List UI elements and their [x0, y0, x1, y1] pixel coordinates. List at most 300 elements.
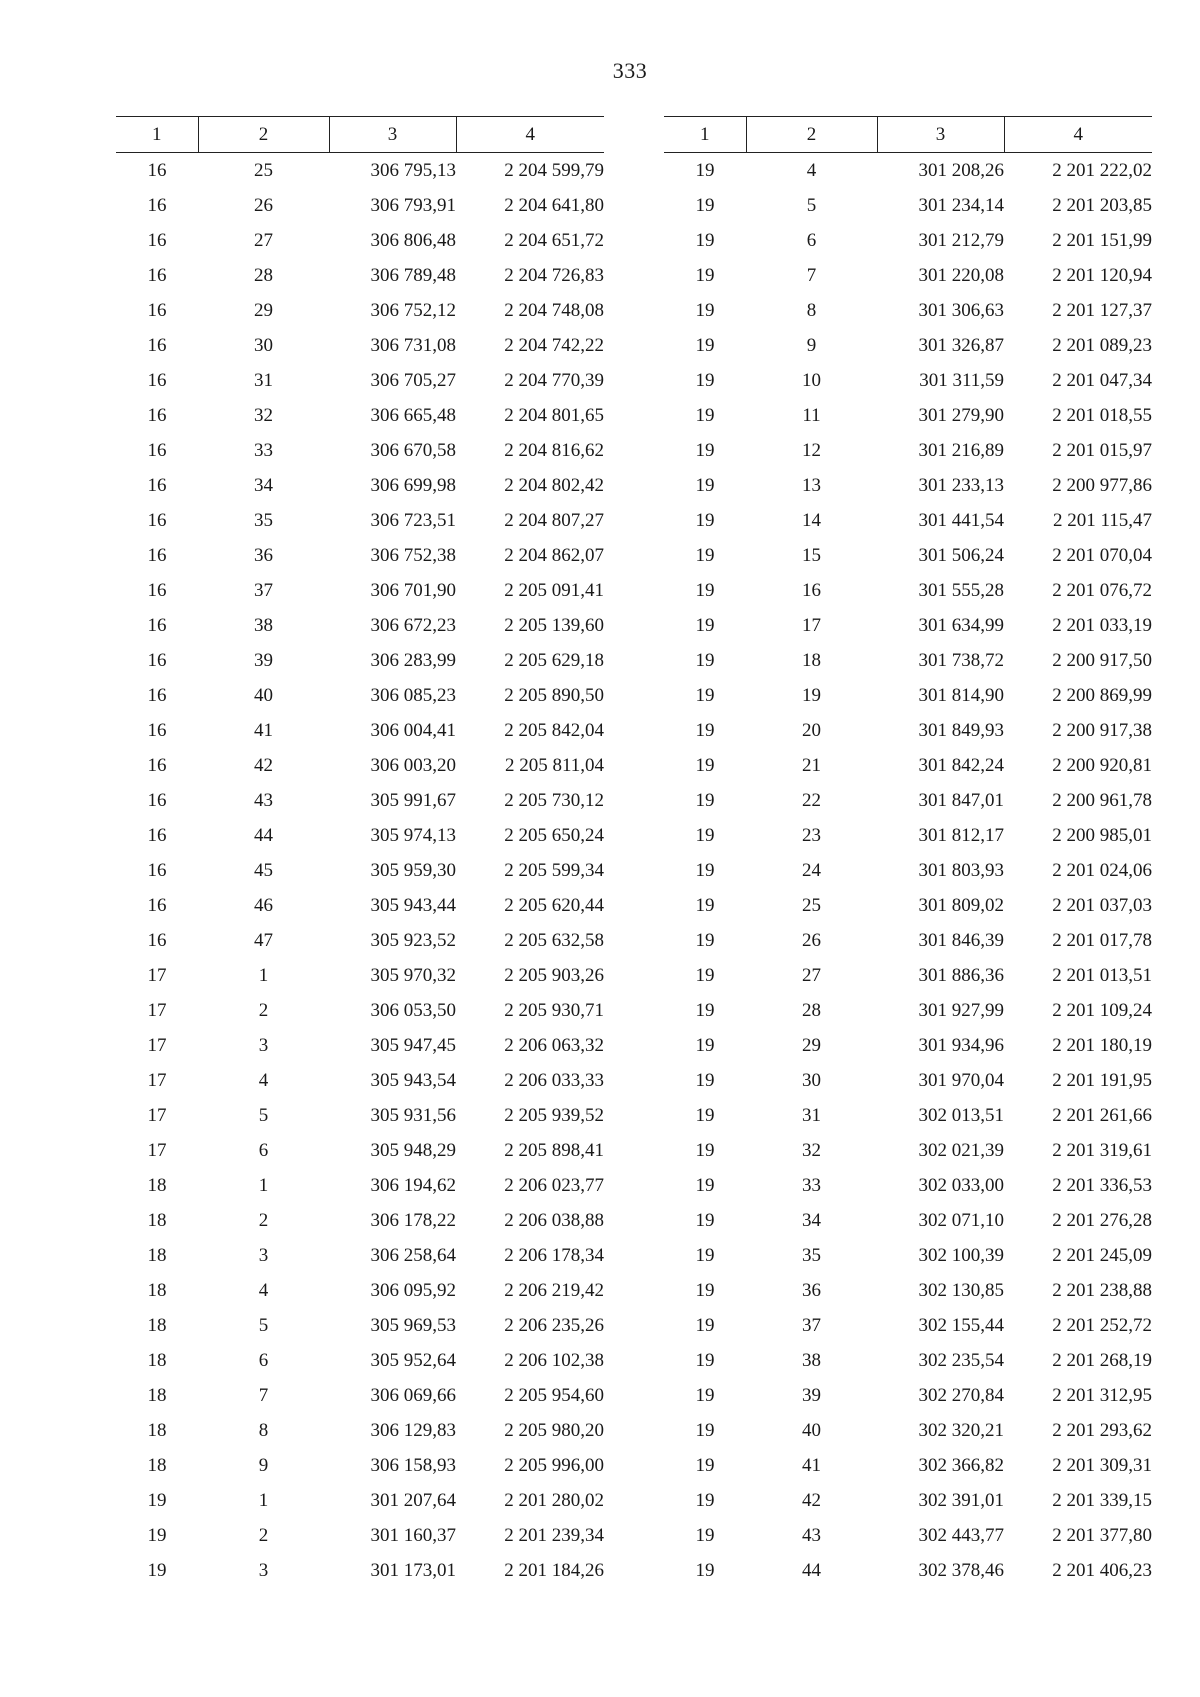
cell-point: 1: [258, 1489, 269, 1511]
cell-x-coordinate: 305 931,56: [370, 1104, 456, 1126]
table-row: [664, 328, 1152, 363]
cell-y-coordinate: 2 204 802,42: [504, 474, 604, 496]
cell-point: 34: [254, 474, 273, 496]
cell-x-coordinate: 306 699,98: [370, 474, 456, 496]
cell-section: 18: [147, 1279, 167, 1301]
cell-section: 16: [147, 719, 167, 741]
cell-point: 6: [258, 1139, 269, 1161]
table-row: [664, 678, 1152, 713]
cell-x-coordinate: 306 258,64: [370, 1244, 456, 1266]
cell-x-coordinate: 301 279,90: [918, 404, 1004, 426]
cell-x-coordinate: 301 886,36: [918, 964, 1004, 986]
cell-y-coordinate: 2 201 076,72: [1052, 579, 1152, 601]
cell-section: 19: [695, 929, 715, 951]
cell-point: 45: [254, 859, 273, 881]
table-row: [116, 958, 604, 993]
cell-x-coordinate: 306 053,50: [370, 999, 456, 1021]
cell-point: 4: [806, 159, 817, 181]
cell-section: 19: [695, 1524, 715, 1546]
cell-section: 19: [695, 264, 715, 286]
cell-section: 18: [147, 1384, 167, 1406]
cell-y-coordinate: 2 201 047,34: [1052, 369, 1152, 391]
cell-y-coordinate: 2 205 996,00: [504, 1454, 604, 1476]
cell-y-coordinate: 2 201 319,61: [1052, 1139, 1152, 1161]
cell-section: 18: [147, 1419, 167, 1441]
cell-x-coordinate: 306 003,20: [370, 754, 456, 776]
table-row: [664, 853, 1152, 888]
cell-point: 35: [254, 509, 273, 531]
table-row: [664, 1063, 1152, 1098]
table-row: [116, 608, 604, 643]
cell-point: 2: [258, 999, 269, 1021]
cell-point: 41: [802, 1454, 821, 1476]
cell-section: 19: [695, 754, 715, 776]
table-row: [664, 818, 1152, 853]
cell-y-coordinate: 2 204 748,08: [504, 299, 604, 321]
cell-section: 16: [147, 859, 167, 881]
cell-section: 16: [147, 264, 167, 286]
cell-x-coordinate: 305 923,52: [370, 929, 456, 951]
table-row: [664, 993, 1152, 1028]
header-cell-3: 3: [877, 117, 1004, 153]
cell-x-coordinate: 301 207,64: [370, 1489, 456, 1511]
cell-point: 6: [258, 1349, 269, 1371]
cell-x-coordinate: 306 178,22: [370, 1209, 456, 1231]
cell-section: 19: [695, 859, 715, 881]
cell-y-coordinate: 2 201 017,78: [1052, 929, 1152, 951]
cell-section: 18: [147, 1349, 167, 1371]
cell-y-coordinate: 2 201 280,02: [504, 1489, 604, 1511]
cell-y-coordinate: 2 201 013,51: [1052, 964, 1152, 986]
cell-section: 19: [695, 1489, 715, 1511]
table-row: [664, 643, 1152, 678]
cell-section: 19: [695, 1034, 715, 1056]
cell-section: 19: [695, 614, 715, 636]
cell-point: 36: [802, 1279, 821, 1301]
cell-point: 17: [802, 614, 821, 636]
cell-section: 17: [147, 964, 167, 986]
cell-point: 3: [258, 1559, 269, 1581]
cell-x-coordinate: 301 846,39: [918, 929, 1004, 951]
cell-section: 19: [695, 439, 715, 461]
cell-section: 18: [147, 1314, 167, 1336]
coordinates-table-left: [116, 116, 604, 1588]
cell-point: 27: [802, 964, 821, 986]
cell-section: 16: [147, 194, 167, 216]
table-row: [116, 468, 604, 503]
cell-section: 16: [147, 229, 167, 251]
table-row: [664, 1098, 1152, 1133]
cell-section: 16: [147, 929, 167, 951]
table-row: [664, 1448, 1152, 1483]
cell-point: 37: [802, 1314, 821, 1336]
cell-point: 9: [258, 1454, 269, 1476]
cell-y-coordinate: 2 206 063,32: [504, 1034, 604, 1056]
cell-y-coordinate: 2 201 377,80: [1052, 1524, 1152, 1546]
cell-y-coordinate: 2 201 309,31: [1052, 1454, 1152, 1476]
table-row: [664, 1203, 1152, 1238]
cell-x-coordinate: 305 943,44: [370, 894, 456, 916]
table-body: [116, 153, 604, 1589]
cell-y-coordinate: 2 205 898,41: [504, 1139, 604, 1161]
cell-point: 8: [258, 1419, 269, 1441]
cell-point: 1: [258, 964, 269, 986]
table-row: [664, 363, 1152, 398]
cell-x-coordinate: 305 970,32: [370, 964, 456, 986]
cell-y-coordinate: 2 206 102,38: [504, 1349, 604, 1371]
cell-point: 41: [254, 719, 273, 741]
cell-y-coordinate: 2 201 238,88: [1052, 1279, 1152, 1301]
cell-section: 19: [147, 1524, 167, 1546]
page-number: 333: [612, 58, 648, 83]
table-row: [116, 1343, 604, 1378]
table-row: [664, 748, 1152, 783]
cell-x-coordinate: 306 004,41: [370, 719, 456, 741]
cell-point: 8: [806, 299, 817, 321]
cell-point: 25: [802, 894, 821, 916]
cell-x-coordinate: 301 847,01: [918, 789, 1004, 811]
cell-y-coordinate: 2 205 139,60: [504, 614, 604, 636]
table-row: [116, 853, 604, 888]
cell-section: 19: [695, 579, 715, 601]
cell-x-coordinate: 306 789,48: [370, 264, 456, 286]
table-row: [116, 328, 604, 363]
cell-y-coordinate: 2 206 023,77: [504, 1174, 604, 1196]
cell-section: 19: [695, 1069, 715, 1091]
cell-x-coordinate: 305 943,54: [370, 1069, 456, 1091]
cell-y-coordinate: 2 205 730,12: [504, 789, 604, 811]
table-row: [664, 783, 1152, 818]
table-row: [116, 748, 604, 783]
cell-x-coordinate: 302 013,51: [918, 1104, 1004, 1126]
cell-point: 4: [258, 1069, 269, 1091]
cell-point: 5: [258, 1314, 269, 1336]
cell-section: 16: [147, 439, 167, 461]
cell-y-coordinate: 2 201 222,02: [1052, 159, 1152, 181]
cell-point: 5: [258, 1104, 269, 1126]
table-row: [116, 1553, 604, 1588]
cell-point: 9: [806, 334, 817, 356]
cell-section: 19: [695, 684, 715, 706]
cell-point: 31: [254, 369, 273, 391]
cell-y-coordinate: 2 201 268,19: [1052, 1349, 1152, 1371]
cell-x-coordinate: 306 806,48: [370, 229, 456, 251]
table-row: [664, 503, 1152, 538]
table-row: [664, 468, 1152, 503]
cell-y-coordinate: 2 201 336,53: [1052, 1174, 1152, 1196]
cell-x-coordinate: 301 842,24: [918, 754, 1004, 776]
cell-x-coordinate: 305 952,64: [370, 1349, 456, 1371]
table-row: [116, 538, 604, 573]
cell-y-coordinate: 2 204 651,72: [504, 229, 604, 251]
table-row: [116, 1378, 604, 1413]
table-row: [116, 1098, 604, 1133]
cell-point: 7: [806, 264, 817, 286]
cell-section: 16: [147, 649, 167, 671]
cell-y-coordinate: 2 201 312,95: [1052, 1384, 1152, 1406]
cell-point: 4: [258, 1279, 269, 1301]
cell-x-coordinate: 302 320,21: [918, 1419, 1004, 1441]
table-row: [664, 573, 1152, 608]
table-row: [116, 398, 604, 433]
cell-y-coordinate: 2 201 089,23: [1052, 334, 1152, 356]
cell-section: 17: [147, 1034, 167, 1056]
cell-x-coordinate: 302 033,00: [918, 1174, 1004, 1196]
cell-section: 19: [695, 334, 715, 356]
table-row: [664, 1483, 1152, 1518]
cell-x-coordinate: 306 731,08: [370, 334, 456, 356]
cell-section: 19: [695, 1104, 715, 1126]
cell-section: 18: [147, 1244, 167, 1266]
table-row: [116, 503, 604, 538]
cell-point: 27: [254, 229, 273, 251]
cell-section: 18: [147, 1174, 167, 1196]
cell-y-coordinate: 2 205 842,04: [504, 719, 604, 741]
table-row: [664, 1378, 1152, 1413]
cell-y-coordinate: 2 205 091,41: [504, 579, 604, 601]
cell-x-coordinate: 301 173,01: [370, 1559, 456, 1581]
cell-x-coordinate: 301 738,72: [918, 649, 1004, 671]
cell-y-coordinate: 2 201 024,06: [1052, 859, 1152, 881]
cell-point: 40: [254, 684, 273, 706]
cell-x-coordinate: 306 194,62: [370, 1174, 456, 1196]
cell-x-coordinate: 301 506,24: [918, 544, 1004, 566]
cell-point: 13: [802, 474, 821, 496]
cell-y-coordinate: 2 204 726,83: [504, 264, 604, 286]
cell-point: 38: [254, 614, 273, 636]
cell-section: 19: [695, 999, 715, 1021]
cell-point: 35: [802, 1244, 821, 1266]
cell-y-coordinate: 2 201 120,94: [1052, 264, 1152, 286]
table-row: [116, 258, 604, 293]
cell-section: 19: [695, 1419, 715, 1441]
cell-section: 19: [695, 509, 715, 531]
cell-point: 16: [802, 579, 821, 601]
cell-y-coordinate: 2 205 954,60: [504, 1384, 604, 1406]
cell-y-coordinate: 2 204 742,22: [504, 334, 604, 356]
cell-section: 19: [695, 369, 715, 391]
cell-y-coordinate: 2 205 903,26: [504, 964, 604, 986]
cell-section: 19: [695, 1349, 715, 1371]
table-row: [664, 1028, 1152, 1063]
table-row: [664, 1343, 1152, 1378]
cell-x-coordinate: 301 634,99: [918, 614, 1004, 636]
cell-x-coordinate: 306 085,23: [370, 684, 456, 706]
cell-y-coordinate: 2 201 339,15: [1052, 1489, 1152, 1511]
table-row: [116, 433, 604, 468]
cell-y-coordinate: 2 201 184,26: [504, 1559, 604, 1581]
cell-point: 42: [254, 754, 273, 776]
cell-x-coordinate: 302 155,44: [918, 1314, 1004, 1336]
cell-x-coordinate: 301 212,79: [918, 229, 1004, 251]
cell-section: 16: [147, 754, 167, 776]
cell-y-coordinate: 2 206 033,33: [504, 1069, 604, 1091]
cell-x-coordinate: 302 366,82: [918, 1454, 1004, 1476]
table-row: [116, 293, 604, 328]
cell-point: 40: [802, 1419, 821, 1441]
table-row: [116, 1518, 604, 1553]
cell-section: 16: [147, 579, 167, 601]
table-row: [664, 1168, 1152, 1203]
cell-section: 19: [695, 1139, 715, 1161]
table-row: [116, 1168, 604, 1203]
cell-point: 38: [802, 1349, 821, 1371]
cell-section: 16: [147, 334, 167, 356]
cell-section: 19: [695, 1559, 715, 1581]
cell-section: 19: [695, 544, 715, 566]
cell-y-coordinate: 2 205 632,58: [504, 929, 604, 951]
cell-y-coordinate: 2 201 293,62: [1052, 1419, 1152, 1441]
table-row: [116, 888, 604, 923]
cell-section: 16: [147, 474, 167, 496]
coordinates-table-right: [664, 116, 1152, 1588]
table-row: [664, 1133, 1152, 1168]
cell-y-coordinate: 2 204 641,80: [504, 194, 604, 216]
table-row: [116, 153, 604, 189]
cell-section: 16: [147, 509, 167, 531]
table-row: [116, 188, 604, 223]
cell-section: 19: [695, 824, 715, 846]
table-row: [664, 1273, 1152, 1308]
cell-y-coordinate: 2 201 245,09: [1052, 1244, 1152, 1266]
cell-y-coordinate: 2 200 920,81: [1052, 754, 1152, 776]
cell-y-coordinate: 2 201 151,99: [1052, 229, 1152, 251]
cell-point: 43: [254, 789, 273, 811]
cell-x-coordinate: 305 947,45: [370, 1034, 456, 1056]
cell-y-coordinate: 2 204 807,27: [504, 509, 604, 531]
cell-y-coordinate: 2 201 015,97: [1052, 439, 1152, 461]
table-row: [116, 1203, 604, 1238]
cell-y-coordinate: 2 201 037,03: [1052, 894, 1152, 916]
cell-point: 15: [802, 544, 821, 566]
cell-x-coordinate: 302 270,84: [918, 1384, 1004, 1406]
cell-y-coordinate: 2 201 070,04: [1052, 544, 1152, 566]
cell-point: 20: [802, 719, 821, 741]
table-row: [664, 1553, 1152, 1588]
cell-section: 19: [695, 1209, 715, 1231]
cell-point: 33: [254, 439, 273, 461]
cell-x-coordinate: 301 311,59: [919, 369, 1004, 391]
cell-x-coordinate: 306 283,99: [370, 649, 456, 671]
cell-y-coordinate: 2 204 770,39: [504, 369, 604, 391]
cell-x-coordinate: 305 959,30: [370, 859, 456, 881]
cell-point: 28: [802, 999, 821, 1021]
cell-point: 42: [802, 1489, 821, 1511]
cell-x-coordinate: 301 814,90: [918, 684, 1004, 706]
cell-y-coordinate: 2 200 985,01: [1052, 824, 1152, 846]
cell-y-coordinate: 2 204 599,79: [504, 159, 604, 181]
cell-point: 26: [802, 929, 821, 951]
table-row: [116, 643, 604, 678]
cell-point: 30: [254, 334, 273, 356]
cell-y-coordinate: 2 206 235,26: [504, 1314, 604, 1336]
cell-section: 19: [695, 229, 715, 251]
cell-y-coordinate: 2 205 930,71: [504, 999, 604, 1021]
cell-y-coordinate: 2 200 869,99: [1052, 684, 1152, 706]
cell-point: 37: [254, 579, 273, 601]
cell-y-coordinate: 2 204 862,07: [504, 544, 604, 566]
cell-x-coordinate: 302 021,39: [918, 1139, 1004, 1161]
header-cell-3: 3: [329, 117, 456, 153]
cell-y-coordinate: 2 201 276,28: [1052, 1209, 1152, 1231]
cell-section: 16: [147, 789, 167, 811]
cell-x-coordinate: 301 934,96: [918, 1034, 1004, 1056]
table-row: [116, 1483, 604, 1518]
table-header: [116, 117, 604, 153]
cell-x-coordinate: 305 991,67: [370, 789, 456, 811]
table-row: [116, 678, 604, 713]
cell-section: 17: [147, 1069, 167, 1091]
table-row: [116, 923, 604, 958]
table-row: [116, 223, 604, 258]
cell-section: 19: [695, 474, 715, 496]
cell-x-coordinate: 302 100,39: [918, 1244, 1004, 1266]
cell-x-coordinate: 301 803,93: [918, 859, 1004, 881]
cell-x-coordinate: 301 441,54: [918, 509, 1004, 531]
cell-x-coordinate: 306 158,93: [370, 1454, 456, 1476]
cell-x-coordinate: 302 443,77: [918, 1524, 1004, 1546]
table-row: [664, 1238, 1152, 1273]
cell-y-coordinate: 2 205 620,44: [504, 894, 604, 916]
header-cell-2: 2: [198, 117, 329, 153]
table-row: [664, 433, 1152, 468]
cell-x-coordinate: 302 391,01: [918, 1489, 1004, 1511]
table-row: [116, 1238, 604, 1273]
table-row: [664, 1518, 1152, 1553]
cell-x-coordinate: 302 378,46: [918, 1559, 1004, 1581]
cell-y-coordinate: 2 206 219,42: [504, 1279, 604, 1301]
cell-x-coordinate: 302 235,54: [918, 1349, 1004, 1371]
cell-section: 19: [695, 1314, 715, 1336]
header-cell-4: 4: [456, 117, 604, 153]
table-row: [664, 293, 1152, 328]
header-cell-2: 2: [746, 117, 877, 153]
cell-y-coordinate: 2 201 203,85: [1052, 194, 1152, 216]
cell-point: 30: [802, 1069, 821, 1091]
cell-y-coordinate: 2 200 961,78: [1052, 789, 1152, 811]
cell-y-coordinate: 2 200 977,86: [1052, 474, 1152, 496]
cell-section: 19: [695, 1279, 715, 1301]
cell-point: 23: [802, 824, 821, 846]
table-row: [116, 573, 604, 608]
table-row: [116, 993, 604, 1028]
cell-y-coordinate: 2 206 178,34: [504, 1244, 604, 1266]
cell-section: 19: [147, 1559, 167, 1581]
cell-y-coordinate: 2 201 191,95: [1052, 1069, 1152, 1091]
cell-point: 11: [802, 404, 821, 426]
cell-y-coordinate: 2 200 917,38: [1052, 719, 1152, 741]
cell-point: 29: [802, 1034, 821, 1056]
table-row: [116, 1448, 604, 1483]
cell-y-coordinate: 2 201 180,19: [1052, 1034, 1152, 1056]
cell-section: 19: [695, 299, 715, 321]
cell-point: 10: [802, 369, 821, 391]
cell-point: 36: [254, 544, 273, 566]
cell-point: 44: [254, 824, 273, 846]
cell-section: 16: [147, 894, 167, 916]
cell-x-coordinate: 306 795,13: [370, 159, 456, 181]
cell-point: 33: [802, 1174, 821, 1196]
table-row: [116, 1028, 604, 1063]
cell-point: 43: [802, 1524, 821, 1546]
cell-x-coordinate: 306 701,90: [370, 579, 456, 601]
table-row: [664, 888, 1152, 923]
cell-y-coordinate: 2 204 801,65: [504, 404, 604, 426]
cell-point: 25: [254, 159, 273, 181]
cell-x-coordinate: 301 812,17: [918, 824, 1004, 846]
cell-y-coordinate: 2 201 261,66: [1052, 1104, 1152, 1126]
cell-x-coordinate: 306 672,23: [370, 614, 456, 636]
